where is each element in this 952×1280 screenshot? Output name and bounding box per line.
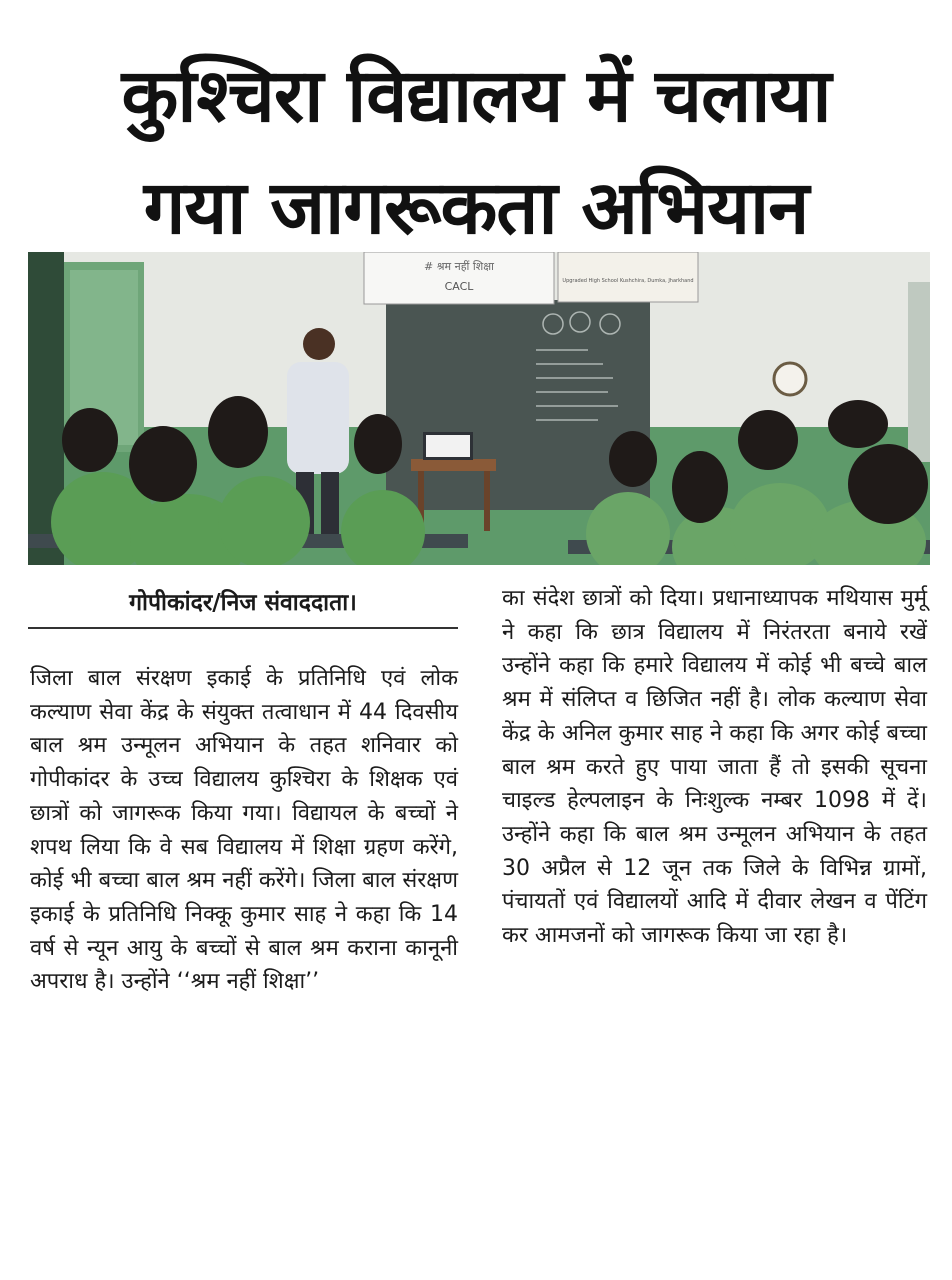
classroom-photo: [28, 252, 930, 565]
byline-divider: [28, 627, 458, 629]
screen-subtext: CACL: [444, 280, 474, 293]
headline: [0, 40, 952, 264]
headline-line-1: कुश्चिरा विद्यालय में चलाया: [121, 53, 831, 139]
screen-text: # श्रम नहीं शिक्षा: [424, 260, 494, 273]
headline-line-2: गया जागरूकता अभियान: [143, 165, 809, 251]
article-column-right: का संदेश छात्रों को दिया। प्रधानाध्यापक मथियास मुर्मू ने कहा कि छात्र विद्यालय में निरंतरता बनाये रखें उन्होंने कहा कि हमारे विद्यालय में कोई भी बच्चे बाल श्रम में संलिप्त व छिजित नहीं है। लोक कल्याण सेवा केंद्र के अनिल कुमार साह ने कहा कि अगर कोई बच्चा बाल श्रम करते हुए पाया जाता हैं तो इसकी सूचना चाइल्ड हेल्पलाइन के निःशुल्क नम्बर 1098 में दें। उन्होंने कहा कि बाल श्रम उन्मूलन अभियान के तहत 30 अप्रैल से 12 जून तक जिले के विभिन्न ग्रामों, पंचायतों एवं विद्यालयों आदि में दीवार लेखन व पेंटिंग कर आमजनों को जागरूक किया जा रहा है।: [502, 586, 927, 949]
byline: गोपीकांदर/निज संवाददाता।: [129, 590, 357, 616]
banner-text: Upgraded High School Kushchira, Dumka, Jharkhand: [562, 278, 694, 284]
article-column-left: जिला बाल संरक्षण इकाई के प्रतिनिधि एवं लोक कल्याण सेवा केंद्र के संयुक्त तत्वाधान में 44 दिवसीय बाल श्रम उन्मूलन अभियान के तहत शनिवार को गोपीकांदर के उच्च विद्यालय कुश्चिरा के शिक्षक एवं छात्रों को जागरूक किया गया। विद्यायल के बच्चों ने शपथ लिया कि वे सब विद्यालय में शिक्षा ग्रहण करेंगे, कोई भी बच्चा बाल श्रम नहीं करेंगे। जिला बाल संरक्षण इकाई के प्रतिनिधि निक्कू कुमार साह ने कहा कि 14 वर्ष से न्यून आयु के बच्चों से बाल श्रम कराना कानूनी अपराध है। उन्होंने ‘‘श्रम नहीं शिक्षा’’: [30, 666, 458, 995]
